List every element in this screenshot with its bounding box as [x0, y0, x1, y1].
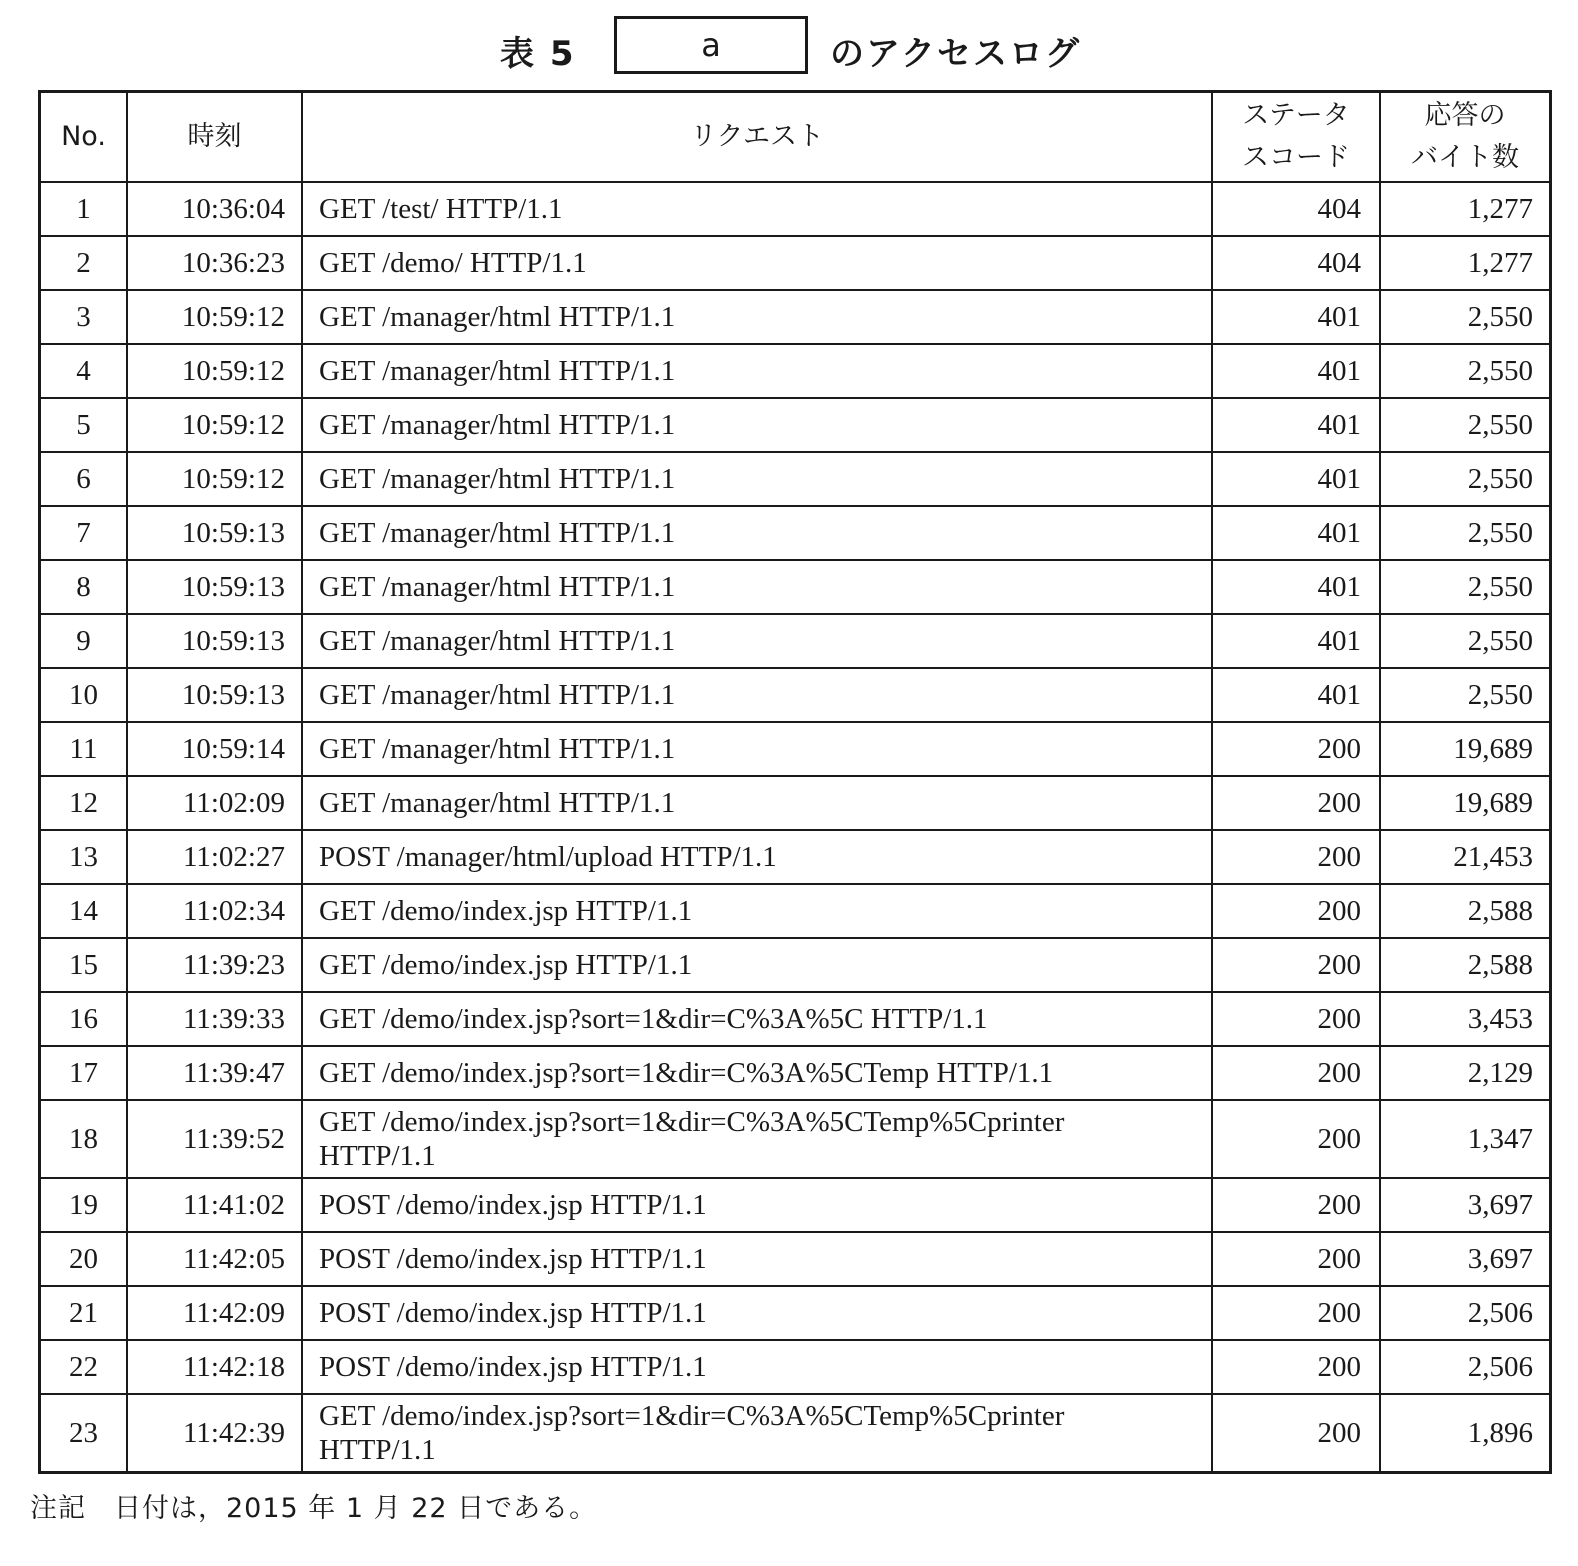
cell-request: GET /manager/html HTTP/1.1: [302, 722, 1212, 776]
cell-time: 10:59:13: [127, 668, 302, 722]
request-line1: GET /demo/index.jsp?sort=1&dir=C%3A%5CTemp%5Cprinter: [319, 1106, 1065, 1138]
header-status-code: [1212, 92, 1380, 183]
cell-request: GET /demo/index.jsp?sort=1&dir=C%3A%5CTemp HTTP/1.1: [302, 1046, 1212, 1100]
table-row: [40, 614, 1551, 668]
table-row: [40, 290, 1551, 344]
cell-response-bytes: 2,550: [1380, 668, 1551, 722]
table-row: [40, 1100, 1551, 1178]
cell-request: POST /demo/index.jsp HTTP/1.1: [302, 1232, 1212, 1286]
cell-request: GET /demo/index.jsp HTTP/1.1: [302, 938, 1212, 992]
header-status-line2: スコード: [1242, 142, 1350, 173]
cell-request: GET /manager/html HTTP/1.1: [302, 506, 1212, 560]
cell-no: 21: [40, 1286, 128, 1340]
cell-request: GET /manager/html HTTP/1.1: [302, 344, 1212, 398]
cell-no: 7: [40, 506, 128, 560]
cell-response-bytes: 19,689: [1380, 776, 1551, 830]
caption-prefix: 表 5: [500, 34, 576, 74]
cell-response-bytes: 2,588: [1380, 938, 1551, 992]
cell-response-bytes: 2,550: [1380, 452, 1551, 506]
table-body: [40, 182, 1551, 1473]
cell-no: 16: [40, 992, 128, 1046]
cell-status-code: 200: [1212, 884, 1380, 938]
cell-time: 11:41:02: [127, 1178, 302, 1232]
table-row: [40, 236, 1551, 290]
cell-time: 11:39:52: [127, 1100, 302, 1178]
cell-request: GET /manager/html HTTP/1.1: [302, 398, 1212, 452]
cell-request: POST /demo/index.jsp HTTP/1.1: [302, 1178, 1212, 1232]
table-row: [40, 344, 1551, 398]
cell-response-bytes: 3,453: [1380, 992, 1551, 1046]
cell-time: 10:59:13: [127, 506, 302, 560]
header-bytes-line1: 応答の: [1424, 100, 1506, 131]
cell-status-code: 200: [1212, 1286, 1380, 1340]
cell-time: 10:59:13: [127, 614, 302, 668]
request-line2: HTTP/1.1: [319, 1434, 436, 1466]
access-log-table: [38, 90, 1552, 1474]
cell-time: 11:02:27: [127, 830, 302, 884]
cell-no: 6: [40, 452, 128, 506]
cell-status-code: 200: [1212, 938, 1380, 992]
cell-no: 17: [40, 1046, 128, 1100]
table-row: [40, 938, 1551, 992]
cell-request: GET /manager/html HTTP/1.1: [302, 668, 1212, 722]
cell-no: 3: [40, 290, 128, 344]
table-row: [40, 398, 1551, 452]
cell-response-bytes: 2,506: [1380, 1340, 1551, 1394]
cell-status-code: 401: [1212, 668, 1380, 722]
table-row: [40, 776, 1551, 830]
cell-response-bytes: 2,550: [1380, 290, 1551, 344]
header-no: No.: [40, 92, 128, 183]
cell-no: 9: [40, 614, 128, 668]
cell-response-bytes: 2,588: [1380, 884, 1551, 938]
table-row: [40, 722, 1551, 776]
cell-request: GET /demo/index.jsp?sort=1&dir=C%3A%5C HTTP/1.1: [302, 992, 1212, 1046]
cell-time: 10:36:04: [127, 182, 302, 236]
cell-request: [302, 1100, 1212, 1178]
cell-response-bytes: 1,896: [1380, 1394, 1551, 1473]
header-response-bytes: [1380, 92, 1551, 183]
cell-response-bytes: 19,689: [1380, 722, 1551, 776]
cell-status-code: 200: [1212, 830, 1380, 884]
cell-request: [302, 1394, 1212, 1473]
caption-blank-box: a: [614, 16, 808, 74]
cell-response-bytes: 3,697: [1380, 1232, 1551, 1286]
cell-time: 10:59:13: [127, 560, 302, 614]
cell-time: 11:39:47: [127, 1046, 302, 1100]
cell-status-code: 401: [1212, 614, 1380, 668]
cell-no: 13: [40, 830, 128, 884]
cell-status-code: 200: [1212, 722, 1380, 776]
table-row: [40, 1178, 1551, 1232]
cell-response-bytes: 3,697: [1380, 1178, 1551, 1232]
table-row: [40, 560, 1551, 614]
header-time: 時刻: [127, 92, 302, 183]
cell-time: 10:36:23: [127, 236, 302, 290]
table-caption: [0, 14, 1578, 82]
cell-status-code: 401: [1212, 506, 1380, 560]
footnote: 注記 日付は，2015 年 1 月 22 日である。: [30, 1493, 598, 1524]
cell-time: 11:42:39: [127, 1394, 302, 1473]
table-row: [40, 830, 1551, 884]
cell-no: 22: [40, 1340, 128, 1394]
table-row: [40, 1340, 1551, 1394]
cell-time: 10:59:12: [127, 452, 302, 506]
cell-no: 19: [40, 1178, 128, 1232]
cell-no: 20: [40, 1232, 128, 1286]
cell-time: 10:59:12: [127, 290, 302, 344]
header-request: リクエスト: [302, 92, 1212, 183]
cell-no: 18: [40, 1100, 128, 1178]
table-row: [40, 884, 1551, 938]
cell-no: 1: [40, 182, 128, 236]
cell-no: 12: [40, 776, 128, 830]
cell-response-bytes: 2,506: [1380, 1286, 1551, 1340]
cell-time: 11:39:33: [127, 992, 302, 1046]
cell-request: GET /demo/ HTTP/1.1: [302, 236, 1212, 290]
cell-status-code: 401: [1212, 560, 1380, 614]
cell-time: 11:39:23: [127, 938, 302, 992]
header-row: [40, 92, 1551, 183]
cell-status-code: 200: [1212, 1100, 1380, 1178]
cell-response-bytes: 2,550: [1380, 398, 1551, 452]
cell-status-code: 401: [1212, 344, 1380, 398]
table-row: [40, 992, 1551, 1046]
table-row: [40, 1394, 1551, 1473]
cell-response-bytes: 1,277: [1380, 182, 1551, 236]
request-line1: GET /demo/index.jsp?sort=1&dir=C%3A%5CTemp%5Cprinter: [319, 1400, 1065, 1432]
cell-no: 5: [40, 398, 128, 452]
cell-response-bytes: 1,347: [1380, 1100, 1551, 1178]
cell-response-bytes: 1,277: [1380, 236, 1551, 290]
cell-status-code: 200: [1212, 1394, 1380, 1473]
request-line2: HTTP/1.1: [319, 1140, 436, 1172]
cell-status-code: 200: [1212, 992, 1380, 1046]
cell-response-bytes: 21,453: [1380, 830, 1551, 884]
cell-response-bytes: 2,550: [1380, 506, 1551, 560]
cell-status-code: 401: [1212, 452, 1380, 506]
cell-request: GET /manager/html HTTP/1.1: [302, 452, 1212, 506]
header-status-line1: ステータ: [1242, 100, 1350, 131]
cell-no: 4: [40, 344, 128, 398]
cell-time: 11:42:09: [127, 1286, 302, 1340]
cell-no: 11: [40, 722, 128, 776]
cell-time: 10:59:12: [127, 398, 302, 452]
cell-status-code: 200: [1212, 776, 1380, 830]
cell-request: GET /test/ HTTP/1.1: [302, 182, 1212, 236]
cell-no: 15: [40, 938, 128, 992]
cell-request: GET /manager/html HTTP/1.1: [302, 614, 1212, 668]
cell-status-code: 200: [1212, 1046, 1380, 1100]
cell-response-bytes: 2,550: [1380, 614, 1551, 668]
header-bytes-line2: バイト数: [1411, 142, 1519, 173]
cell-request: POST /demo/index.jsp HTTP/1.1: [302, 1286, 1212, 1340]
cell-request: GET /manager/html HTTP/1.1: [302, 776, 1212, 830]
cell-response-bytes: 2,550: [1380, 344, 1551, 398]
table-row: [40, 1046, 1551, 1100]
cell-status-code: 404: [1212, 236, 1380, 290]
cell-time: 10:59:14: [127, 722, 302, 776]
cell-request: POST /demo/index.jsp HTTP/1.1: [302, 1340, 1212, 1394]
cell-status-code: 401: [1212, 290, 1380, 344]
cell-no: 23: [40, 1394, 128, 1473]
cell-no: 8: [40, 560, 128, 614]
table-row: [40, 452, 1551, 506]
cell-response-bytes: 2,550: [1380, 560, 1551, 614]
cell-request: GET /manager/html HTTP/1.1: [302, 560, 1212, 614]
cell-no: 10: [40, 668, 128, 722]
table-row: [40, 506, 1551, 560]
cell-status-code: 200: [1212, 1232, 1380, 1286]
cell-time: 11:42:05: [127, 1232, 302, 1286]
table-row: [40, 1286, 1551, 1340]
table-row: [40, 1232, 1551, 1286]
caption-suffix: のアクセスログ: [830, 34, 1081, 74]
cell-no: 2: [40, 236, 128, 290]
cell-response-bytes: 2,129: [1380, 1046, 1551, 1100]
table-row: [40, 668, 1551, 722]
cell-status-code: 200: [1212, 1340, 1380, 1394]
cell-time: 10:59:12: [127, 344, 302, 398]
cell-status-code: 404: [1212, 182, 1380, 236]
cell-request: GET /demo/index.jsp HTTP/1.1: [302, 884, 1212, 938]
cell-request: POST /manager/html/upload HTTP/1.1: [302, 830, 1212, 884]
cell-no: 14: [40, 884, 128, 938]
cell-request: GET /manager/html HTTP/1.1: [302, 290, 1212, 344]
cell-time: 11:02:34: [127, 884, 302, 938]
table-row: [40, 182, 1551, 236]
cell-status-code: 401: [1212, 398, 1380, 452]
cell-time: 11:42:18: [127, 1340, 302, 1394]
cell-time: 11:02:09: [127, 776, 302, 830]
cell-status-code: 200: [1212, 1178, 1380, 1232]
